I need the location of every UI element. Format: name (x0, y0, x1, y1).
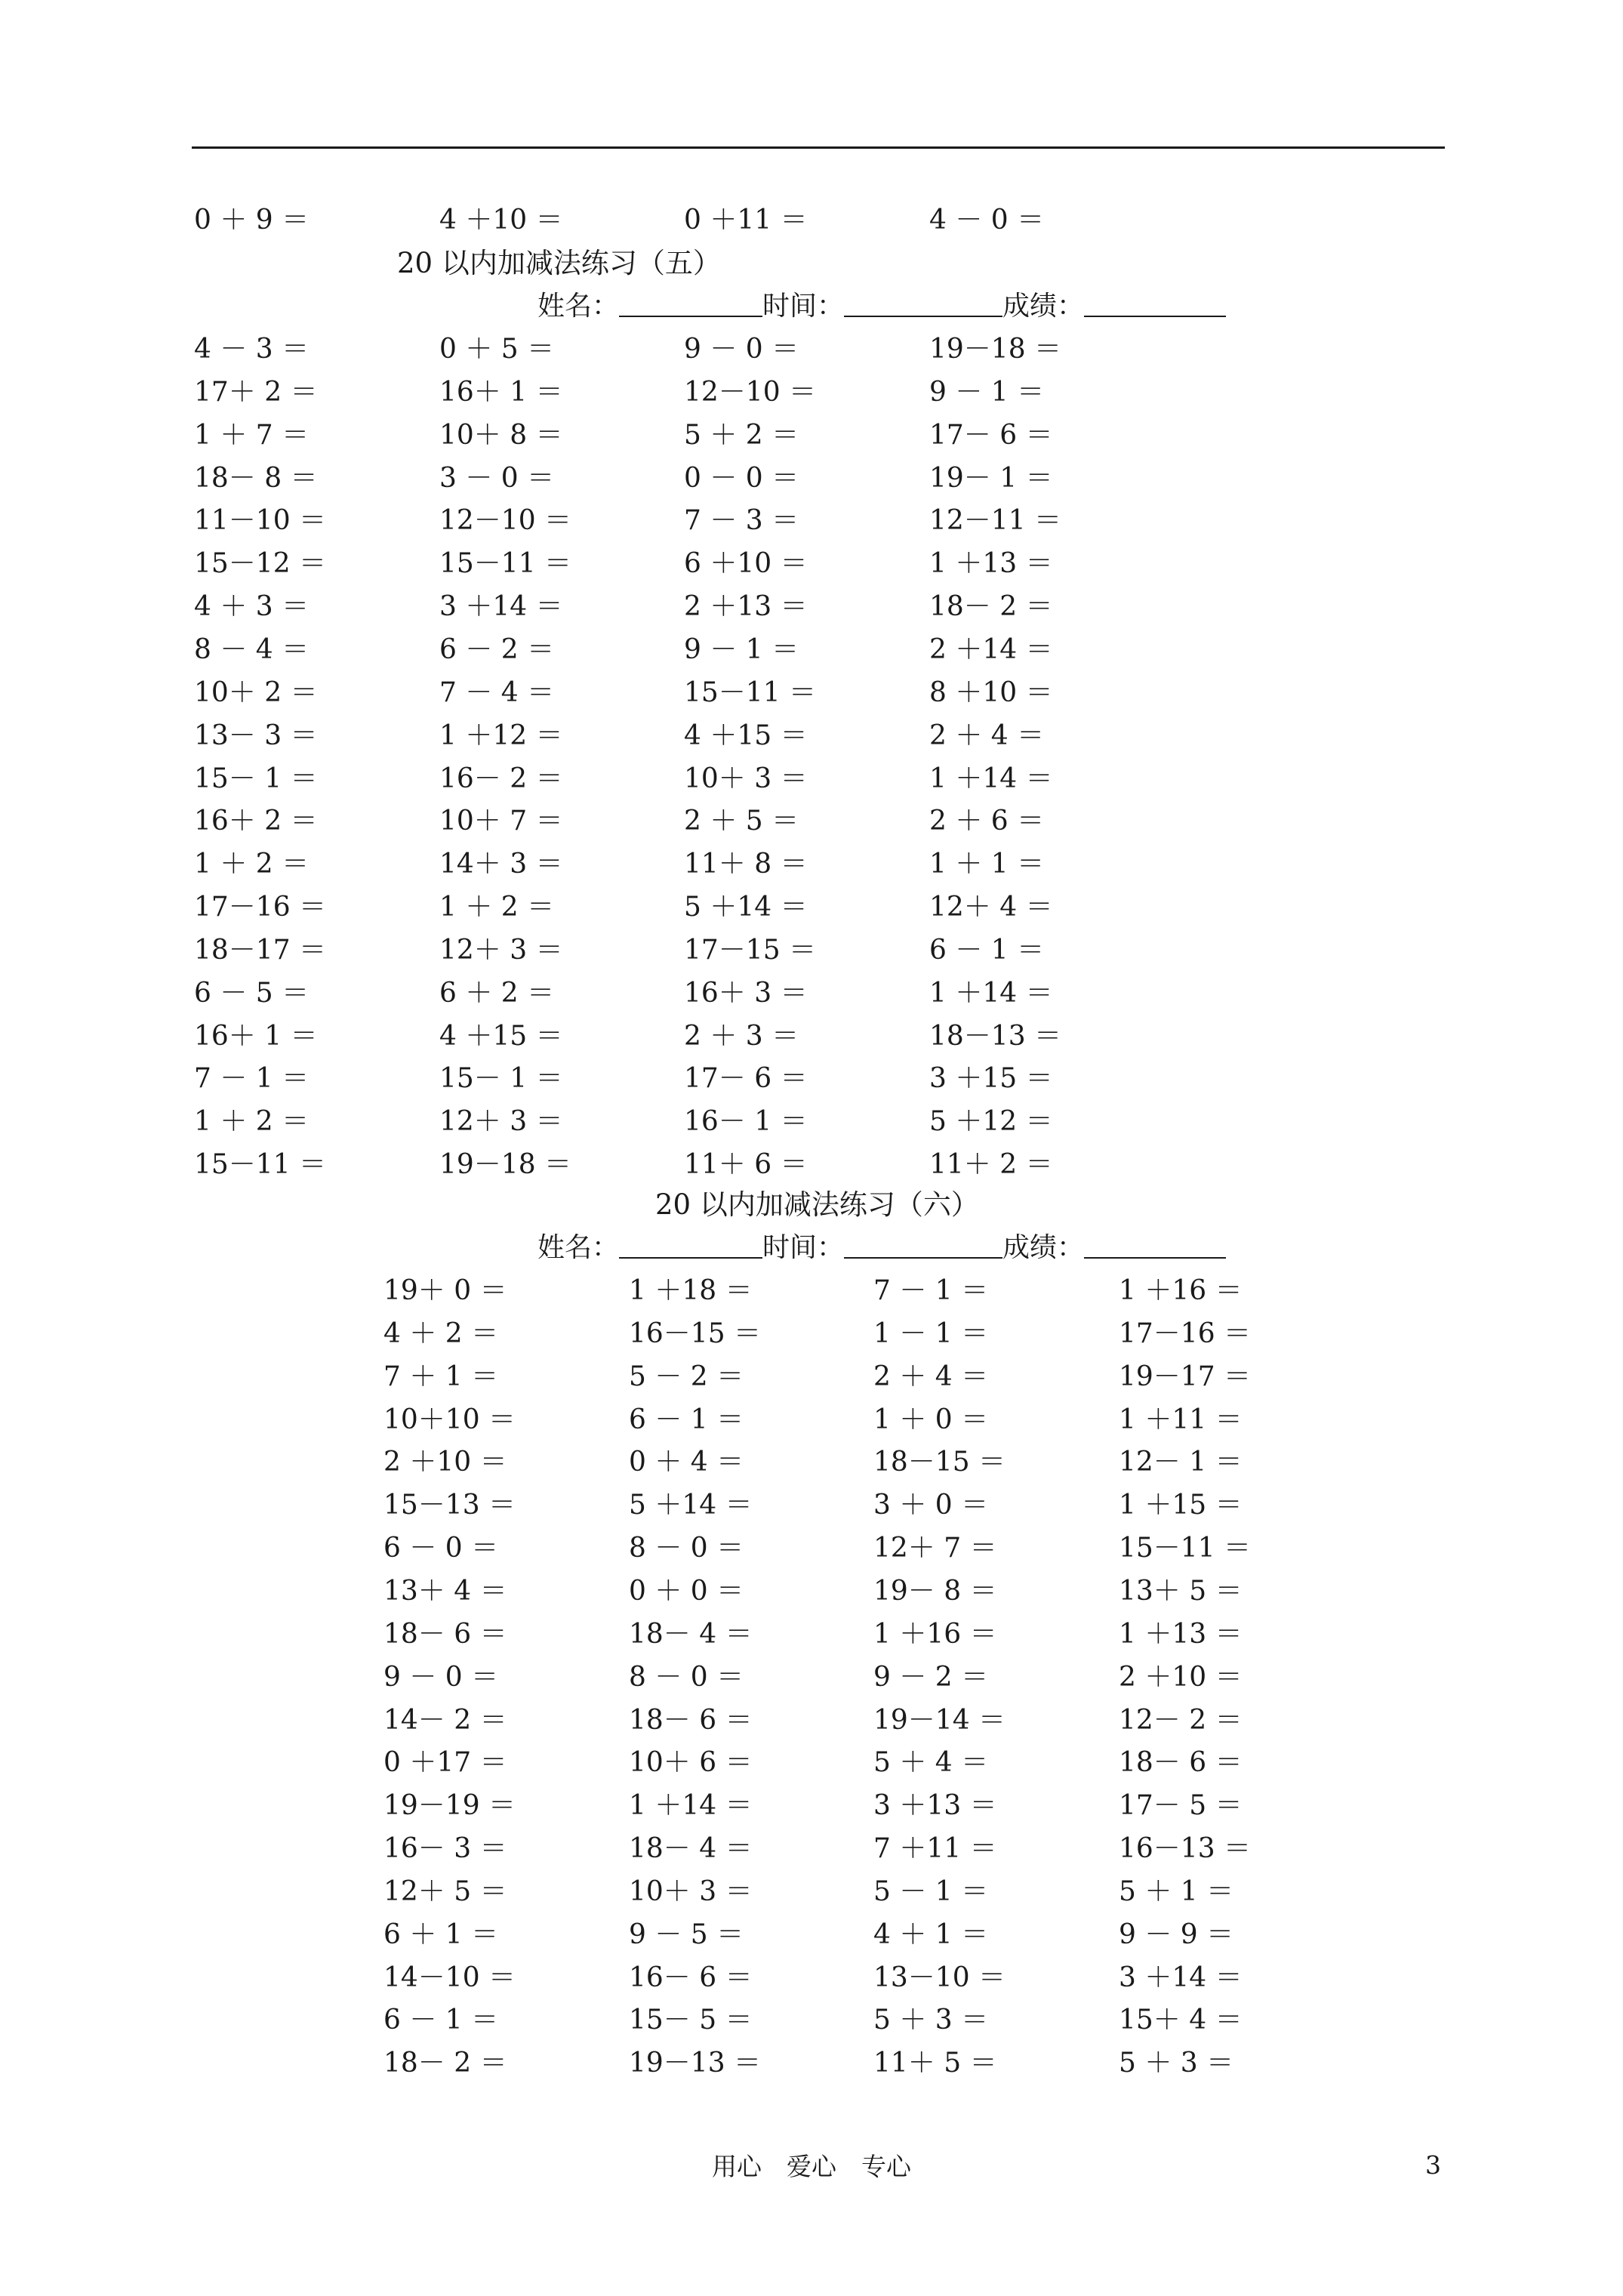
problem: 19＋ 0 ＝ (383, 1275, 507, 1306)
problem: 7 － 1 ＝ (873, 1275, 989, 1306)
problem: 7 － 1 ＝ (194, 1063, 310, 1095)
section-title-6: 20 以内加减法练习（六） (655, 1188, 979, 1221)
problem: 1 ＋18 ＝ (629, 1275, 753, 1306)
problem: 4 － 0 ＝ (929, 205, 1045, 236)
problem: 1 ＋ 2 ＝ (194, 1106, 310, 1138)
problem-row (0, 1356, 1623, 1398)
problem: 11＋ 6 ＝ (684, 1149, 808, 1181)
problem: 12－ 1 ＝ (1119, 1447, 1243, 1478)
problem-row (0, 758, 1623, 800)
problem: 6 ＋ 1 ＝ (383, 1918, 499, 1950)
problem: 9 － 0 ＝ (684, 334, 799, 365)
student-info-line-6 (537, 1227, 1226, 1269)
problem: 19－18 ＝ (929, 334, 1062, 365)
problem: 19－18 ＝ (439, 1149, 572, 1181)
problem: 1 ＋ 0 ＝ (873, 1404, 989, 1435)
problem-row (0, 1700, 1623, 1742)
problem-row (0, 1527, 1623, 1570)
problem: 1 ＋11 ＝ (1119, 1404, 1243, 1435)
problem: 18－17 ＝ (194, 934, 327, 966)
name-label: 姓名： (537, 1232, 620, 1263)
problem: 9 － 9 ＝ (1119, 1918, 1234, 1950)
problem: 10＋ 8 ＝ (439, 419, 563, 451)
problem: 15－13 ＝ (383, 1490, 516, 1521)
problem: 4 ＋15 ＝ (439, 1020, 563, 1052)
problem: 2 ＋10 ＝ (1119, 1661, 1243, 1693)
problem-row (0, 1570, 1623, 1613)
score-blank (1084, 285, 1226, 317)
problem-row (0, 1058, 1623, 1100)
score-blank (1084, 1227, 1226, 1259)
problem: 8 ＋10 ＝ (929, 676, 1053, 708)
problem: 3 ＋14 ＝ (439, 591, 563, 623)
problem: 4 ＋ 3 ＝ (194, 591, 310, 623)
problem: 18－ 2 ＝ (929, 591, 1053, 623)
problem: 12－11 ＝ (929, 505, 1062, 537)
problem: 4 ＋ 2 ＝ (383, 1318, 499, 1349)
name-label: 姓名： (537, 291, 620, 322)
problem: 13＋ 4 ＝ (383, 1575, 507, 1607)
problem: 6 － 5 ＝ (194, 977, 310, 1009)
problem: 6 － 1 ＝ (929, 934, 1045, 966)
problem: 16－ 2 ＝ (439, 763, 563, 794)
problem: 19－ 8 ＝ (873, 1575, 997, 1607)
problem-row (0, 458, 1623, 500)
problem: 5 － 1 ＝ (873, 1875, 989, 1907)
problem: 10＋ 3 ＝ (684, 763, 808, 794)
problem: 3 － 0 ＝ (439, 462, 555, 494)
problem: 2 ＋14 ＝ (929, 633, 1053, 665)
section-title-5: 20 以内加减法练习（五） (397, 247, 721, 279)
problem: 15－11 ＝ (194, 1149, 327, 1181)
problem: 13－ 3 ＝ (194, 720, 318, 751)
time-blank (844, 285, 1002, 317)
problem: 16＋ 3 ＝ (684, 977, 808, 1009)
problem: 6 － 1 ＝ (629, 1404, 744, 1435)
problem: 11＋ 5 ＝ (873, 2048, 997, 2079)
problem: 12－ 2 ＝ (1119, 1704, 1243, 1736)
header-rule (192, 146, 1445, 149)
problem: 9 － 5 ＝ (629, 1918, 744, 1950)
problem: 6 ＋10 ＝ (684, 548, 808, 580)
problem: 3 ＋15 ＝ (929, 1063, 1053, 1095)
problem: 12＋ 7 ＝ (873, 1533, 997, 1564)
problem: 5 ＋ 3 ＝ (873, 2005, 989, 2036)
problem: 10＋10 ＝ (383, 1404, 516, 1435)
problem-row (0, 929, 1623, 972)
problem: 6 ＋ 2 ＝ (439, 977, 555, 1009)
problem: 14－10 ＝ (383, 1962, 516, 1993)
problem-row (0, 1828, 1623, 1870)
problem-row (0, 715, 1623, 757)
problem: 15＋ 4 ＝ (1119, 2005, 1243, 2036)
problem: 5 ＋ 3 ＝ (1119, 2048, 1234, 2079)
problem: 2 ＋ 5 ＝ (684, 806, 799, 837)
problem: 18－ 2 ＝ (383, 2048, 507, 2079)
problem: 1 ＋14 ＝ (929, 977, 1053, 1009)
problem-row (0, 886, 1623, 929)
problem: 5 ＋12 ＝ (929, 1106, 1053, 1138)
problem: 16－ 3 ＝ (383, 1833, 507, 1865)
problem: 7 ＋ 1 ＝ (383, 1361, 499, 1392)
problem: 2 ＋10 ＝ (383, 1447, 507, 1478)
problem: 6 － 0 ＝ (383, 1533, 499, 1564)
problem: 12＋ 3 ＝ (439, 934, 563, 966)
problem: 16－ 6 ＝ (629, 1962, 753, 1993)
problem: 7 ＋11 ＝ (873, 1833, 997, 1865)
problem: 5 ＋14 ＝ (629, 1490, 753, 1521)
problem: 18－ 4 ＝ (629, 1618, 753, 1650)
problem-row (0, 2042, 1623, 2085)
problem: 16＋ 1 ＝ (194, 1020, 318, 1052)
problem: 1 ＋16 ＝ (1119, 1275, 1243, 1306)
problem: 1 ＋ 2 ＝ (194, 849, 310, 880)
problem: 13－10 ＝ (873, 1962, 1006, 1993)
problem-row (0, 672, 1623, 714)
problem: 1 ＋14 ＝ (629, 1790, 753, 1822)
problem-row (0, 1101, 1623, 1143)
problem: 15－ 1 ＝ (439, 1063, 563, 1095)
problem: 6 － 1 ＝ (383, 2005, 499, 2036)
problem: 10＋ 2 ＝ (194, 676, 318, 708)
problem-row (0, 1441, 1623, 1484)
problem: 5 ＋ 1 ＝ (1119, 1875, 1234, 1907)
problem: 1 － 1 ＝ (873, 1318, 989, 1349)
problem-row (0, 1914, 1623, 1956)
problem-row (0, 1015, 1623, 1058)
problem-row (0, 1999, 1623, 2042)
problem: 18－ 8 ＝ (194, 462, 318, 494)
problem: 5 ＋ 2 ＝ (684, 419, 799, 451)
problem: 18－ 6 ＝ (1119, 1747, 1243, 1779)
problem: 17－ 5 ＝ (1119, 1790, 1243, 1822)
problem-row (0, 1785, 1623, 1827)
problem: 2 ＋ 4 ＝ (873, 1361, 989, 1392)
name-blank (619, 285, 762, 317)
problem: 1 ＋12 ＝ (439, 720, 563, 751)
problem: 16－ 1 ＝ (684, 1106, 808, 1138)
problem: 10＋ 3 ＝ (629, 1875, 753, 1907)
problem: 11＋ 8 ＝ (684, 849, 808, 880)
time-blank (844, 1227, 1002, 1259)
problem: 17＋ 2 ＝ (194, 376, 318, 408)
problem: 19－17 ＝ (1119, 1361, 1252, 1392)
score-label: 成绩： (1002, 291, 1085, 322)
problem: 15－ 5 ＝ (629, 2005, 753, 2036)
problem: 16＋ 1 ＝ (439, 376, 563, 408)
problem: 1 ＋14 ＝ (929, 763, 1053, 794)
problem-row (0, 543, 1623, 585)
problem: 15－12 ＝ (194, 548, 327, 580)
problem: 1 ＋13 ＝ (929, 548, 1053, 580)
problem: 18－15 ＝ (873, 1447, 1006, 1478)
problem-row (0, 1399, 1623, 1441)
problem: 9 － 0 ＝ (383, 1661, 499, 1693)
problem: 5 － 2 ＝ (629, 1361, 744, 1392)
problem: 1 ＋ 1 ＝ (929, 849, 1045, 880)
carryover-row (0, 199, 1623, 242)
name-blank (619, 1227, 762, 1259)
problem: 18－ 6 ＝ (383, 1618, 507, 1650)
problem: 3 ＋14 ＝ (1119, 1962, 1243, 1993)
problem: 5 ＋ 4 ＝ (873, 1747, 989, 1779)
problem: 0 ＋17 ＝ (383, 1747, 507, 1779)
problem: 10＋ 6 ＝ (629, 1747, 753, 1779)
problem: 14－ 2 ＝ (383, 1704, 507, 1736)
problem-row (0, 371, 1623, 414)
problem: 12＋ 3 ＝ (439, 1106, 563, 1138)
problem: 15－11 ＝ (684, 676, 817, 708)
problem: 4 － 3 ＝ (194, 334, 310, 365)
problem: 13＋ 5 ＝ (1119, 1575, 1243, 1607)
problem: 0 ＋ 4 ＝ (629, 1447, 744, 1478)
problem: 17－16 ＝ (1119, 1318, 1252, 1349)
problem: 0 － 0 ＝ (684, 462, 799, 494)
problem-row (0, 972, 1623, 1015)
problem: 15－ 1 ＝ (194, 763, 318, 794)
problem-row (0, 1957, 1623, 1999)
problem: 9 － 1 ＝ (684, 633, 799, 665)
problem: 5 ＋14 ＝ (684, 892, 808, 923)
footer-slogan: 用心 爱心 专心 (712, 2152, 911, 2181)
problem: 11＋ 2 ＝ (929, 1149, 1053, 1181)
problem-row (0, 415, 1623, 457)
page-number: 3 (1425, 2150, 1441, 2180)
problem: 8 － 0 ＝ (629, 1661, 744, 1693)
problem: 9 － 1 ＝ (929, 376, 1045, 408)
problem-row (0, 1313, 1623, 1355)
problem: 2 ＋ 4 ＝ (929, 720, 1045, 751)
problem: 10＋ 7 ＝ (439, 806, 563, 837)
problem: 2 ＋13 ＝ (684, 591, 808, 623)
problem: 4 ＋15 ＝ (684, 720, 808, 751)
problem-row (0, 1657, 1623, 1699)
problem: 2 ＋ 3 ＝ (684, 1020, 799, 1052)
problem: 0 ＋ 9 ＝ (194, 205, 310, 236)
problem: 16＋ 2 ＝ (194, 806, 318, 837)
problem: 12＋ 5 ＝ (383, 1875, 507, 1907)
problem: 1 ＋ 2 ＝ (439, 892, 555, 923)
problem-row (0, 843, 1623, 886)
time-label: 时间： (762, 1232, 845, 1263)
problem: 19－14 ＝ (873, 1704, 1006, 1736)
score-label: 成绩： (1002, 1232, 1085, 1263)
problem: 18－ 4 ＝ (629, 1833, 753, 1865)
problem: 19－ 1 ＝ (929, 462, 1053, 494)
problem: 19－13 ＝ (629, 2048, 762, 2079)
problem: 1 ＋ 7 ＝ (194, 419, 310, 451)
problem: 3 ＋13 ＝ (873, 1790, 997, 1822)
problem: 19－19 ＝ (383, 1790, 516, 1822)
problem: 17－ 6 ＝ (929, 419, 1053, 451)
problem-row (0, 1270, 1623, 1312)
time-label: 时间： (762, 291, 845, 322)
problem-row (0, 1871, 1623, 1913)
problem-row (0, 1144, 1623, 1186)
problem-row (0, 328, 1623, 371)
problem: 4 ＋10 ＝ (439, 205, 563, 236)
problem: 16－15 ＝ (629, 1318, 762, 1349)
problem-row (0, 800, 1623, 843)
problem: 0 ＋ 0 ＝ (629, 1575, 744, 1607)
problem: 15－11 ＝ (439, 548, 572, 580)
problem: 15－11 ＝ (1119, 1533, 1252, 1564)
student-info-line-5 (537, 285, 1226, 328)
problem: 17－ 6 ＝ (684, 1063, 808, 1095)
problem: 8 － 4 ＝ (194, 633, 310, 665)
problem-row (0, 1742, 1623, 1784)
problem: 6 － 2 ＝ (439, 633, 555, 665)
problem: 8 － 0 ＝ (629, 1533, 744, 1564)
problem-row (0, 1613, 1623, 1656)
problem: 18－13 ＝ (929, 1020, 1062, 1052)
problem-row (0, 629, 1623, 671)
problem: 1 ＋16 ＝ (873, 1618, 997, 1650)
problem: 17－15 ＝ (684, 934, 817, 966)
problem: 2 ＋ 6 ＝ (929, 806, 1045, 837)
problem: 14＋ 3 ＝ (439, 849, 563, 880)
problem: 9 － 2 ＝ (873, 1661, 989, 1693)
problem: 11－10 ＝ (194, 505, 327, 537)
problem-row (0, 1484, 1623, 1527)
problem: 1 ＋15 ＝ (1119, 1490, 1243, 1521)
problem: 7 － 4 ＝ (439, 676, 555, 708)
problem: 12－10 ＝ (439, 505, 572, 537)
problem: 7 － 3 ＝ (684, 505, 799, 537)
problem: 0 ＋11 ＝ (684, 205, 808, 236)
problem: 12＋ 4 ＝ (929, 892, 1053, 923)
problem: 12－10 ＝ (684, 376, 817, 408)
problem: 16－13 ＝ (1119, 1833, 1252, 1865)
problem: 1 ＋13 ＝ (1119, 1618, 1243, 1650)
problem: 4 ＋ 1 ＝ (873, 1918, 989, 1950)
problem-row (0, 500, 1623, 542)
problem-row (0, 586, 1623, 628)
problem: 3 ＋ 0 ＝ (873, 1490, 989, 1521)
problem: 0 ＋ 5 ＝ (439, 334, 555, 365)
problem: 17－16 ＝ (194, 892, 327, 923)
problem: 18－ 6 ＝ (629, 1704, 753, 1736)
